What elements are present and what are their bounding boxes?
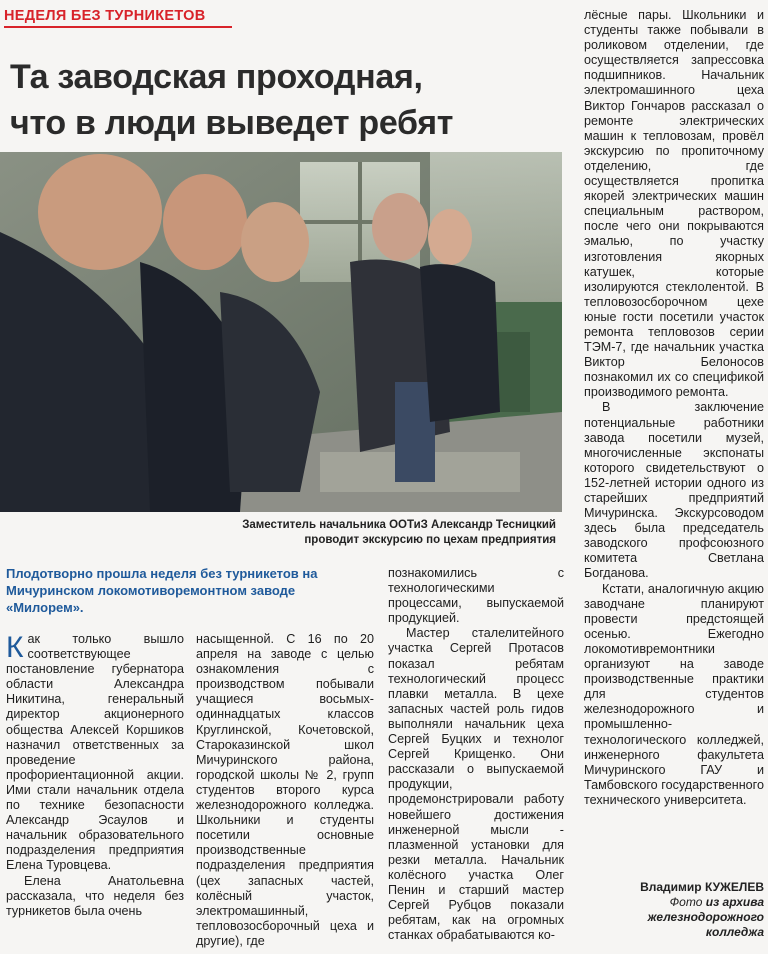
article-column-2 <box>196 632 374 950</box>
paragraph: познакомились с технологическими процессами, выпускаемой продукцией. <box>388 566 564 626</box>
paragraph: насыщенной. С 16 по 20 апреля на заводе с целью ознакомления с производством побывали учащиеся восьмых-одиннадцатых классов Круглинской, Кочетовской, Староказинской школ Мичуринского района, городской школы № 2, групп студентов второго курса железнодорожного колледжа. Школьники и студенты посетили основные производственные подразделения предприятия (цех запасных частей, колёсный участок, электромашинный, тепловозосборочный цеха и другие), где <box>196 632 374 948</box>
article-column-3 <box>388 566 564 952</box>
photo-credit-line-2: железнодорожного <box>647 910 764 924</box>
author-name: Владимир КУЖЕЛЕВ <box>640 880 764 894</box>
photo-credit: Фото из архива <box>669 895 764 909</box>
caption-line-2: проводит экскурсию по цехам предприятия <box>304 534 556 546</box>
headline: Та заводская проходная, что в люди выведет ребят <box>10 58 454 142</box>
paragraph: В заключение потенциальные работники завода посетили музей, многочисленные экспонаты которого свидетельствуют о 152-летней истории одного из старейших предприятий Мичуринска. Экскурсоводом здесь была председатель заводского профсоюзного комитета Светлана Богданова. <box>584 400 764 581</box>
paragraph: лёсные пары. Школьники и студенты также побывали в роликовом отделении, где осуществляется запрессовка подшипников. Начальник электромашинного цеха Виктор Гончаров рассказал о ремонте электрических машин к тепловозам, провёл экскурсию по пропиточному отделению, где осуществляется пропитка якорей электрических машин специальным раствором, после чего они покрываются эмалью, по участку изготовления якорных катушек, которые изолируются стеклолентой. В тепловозосборочном цехе юные гости посетили участок ремонта тепловозов серии ТЭМ-7, где начальник участка Виктор Белоносов познакомил их со спецификой производимого ремонта. <box>584 8 764 400</box>
byline <box>600 880 764 940</box>
paragraph: Как только вышло соответствующее постановление губернатора области Александра Никитина, генеральный директор акционерного общества Алексей Коршиков назначил ответственных за проведение профориентационной акции. Ими стали начальник отдела по технике безопасности Александр Эсаулов и начальник образовательного подразделения предприятия Елена Туровцева. <box>6 632 184 873</box>
paragraph: Кстати, аналогичную акцию заводчане планируют провести предстоящей осенью. Ежегодно локомотивремонтники организуют на заводе производственные практики для студентов железнодорожного и промышленно-технологического колледжей, инженерного факультета Мичуринского ГАУ и Тамбовского государственного технического университета. <box>584 581 764 807</box>
drop-cap: К <box>6 632 24 664</box>
article-column-4 <box>584 8 764 872</box>
caption-line-1: Заместитель начальника ООТиЗ Александр Тесницкий <box>242 519 556 531</box>
section-kicker: НЕДЕЛЯ БЕЗ ТУРНИКЕТОВ <box>4 8 232 28</box>
paragraph: Мастер сталелитейного участка Сергей Протасов показал ребятам технологический процесс плавки металла. В цехе запасных частей роль гидов выполняли начальник цеха Сергей Буцких и технолог Сергей Крищенко. Они рассказали о выпускаемой продукции, продемонстрировали работу новейшего достижения инженерной мысли - плазменной установки для резки металла. Начальник колёсного участка Олег Пенин и старший мастер Сергей Рубцов показали ребятам, как на огромных станках обрабатываются ко- <box>388 626 564 943</box>
article-photo <box>0 152 562 512</box>
photo-credit-line-3: колледжа <box>705 925 764 939</box>
photo-caption <box>170 518 556 548</box>
article-lead: Плодотворно прошла неделя без турникетов на Мичуринском локомотиворемонтном заводе «Милорем». <box>6 566 318 615</box>
article-column-1 <box>6 632 184 950</box>
paragraph: Елена Анатольевна рассказала, что неделя без турникетов была очень <box>6 873 184 918</box>
